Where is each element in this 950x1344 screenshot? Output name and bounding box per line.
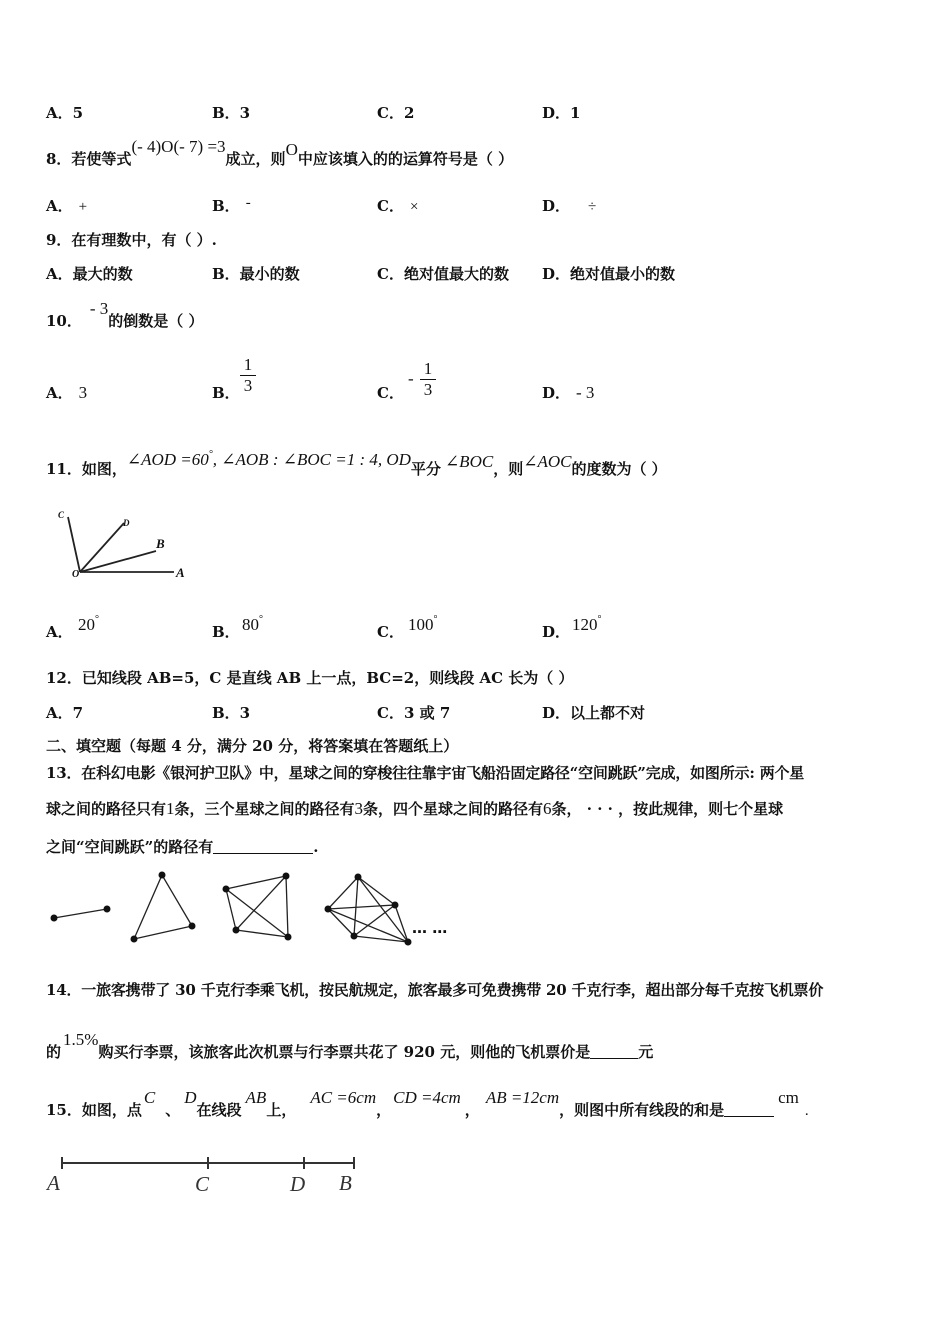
q10-option-a — [46, 384, 87, 402]
q15-unit: cm — [778, 1088, 799, 1107]
q11-bisect: 平分 — [410, 460, 441, 478]
q15-ac-length: AC =6cm — [310, 1088, 377, 1107]
q8-end: 中应该填入的的运算符号是（ ） — [297, 150, 514, 168]
q10-option-b-denominator: 3 — [240, 375, 256, 396]
q9-option-a: A．最大的数 — [46, 265, 133, 283]
q11-angle-figure — [50, 505, 200, 585]
q15-answer-blank[interactable] — [724, 1116, 774, 1117]
q15-segment-figure — [44, 1150, 374, 1200]
label-c: C — [58, 510, 65, 520]
q15-point-c: C — [143, 1088, 156, 1107]
label-o: O — [72, 569, 80, 580]
q8-option-c-label: C． — [377, 197, 404, 215]
q10-option-b-label: B． — [212, 384, 240, 402]
q13-number-6: 6 — [543, 799, 552, 818]
q10-stem — [46, 299, 204, 330]
q11-angle-aoc: ∠AOC — [523, 452, 572, 471]
q15-segment-ab: AB — [245, 1088, 267, 1107]
section-2-heading: 二、填空题（每题 4 分，满分 20 分，将答案填在答题纸上） — [46, 737, 459, 755]
q7-option-d: D．1 — [542, 104, 581, 122]
ray-od — [80, 523, 124, 572]
q13-line-3: 之间“空间跳跃”的路径有 . — [46, 838, 319, 856]
q11-number: 11．如图， — [46, 460, 127, 478]
q14-answer-blank[interactable] — [590, 1058, 638, 1059]
q11-option-d-value: 120° — [572, 614, 602, 634]
q8-option-b-label: B． — [212, 197, 240, 215]
label-b: B — [339, 1171, 352, 1195]
q8-option-c — [377, 197, 418, 216]
q13-ellipsis: … … — [412, 919, 448, 937]
label-d: D — [123, 518, 130, 528]
q8-option-d — [542, 197, 596, 216]
q8-option-a-value: + — [78, 199, 88, 215]
q14-line-2: 的1.5%购买行李票，该旅客此次机票与行李票共花了 920 元，则他的飞机票价是 元 — [46, 1030, 654, 1061]
q14-percentage: 1.5% — [63, 1030, 99, 1049]
q10-option-c-denominator: 3 — [420, 379, 436, 400]
label-a: A — [176, 565, 185, 580]
ray-ob — [80, 551, 156, 572]
q11-option-c-value: 100° — [408, 614, 438, 634]
q15-ab-length: AB =12cm — [485, 1088, 560, 1107]
q13-number-1: 1 — [166, 799, 175, 818]
q12-option-a: A．7 — [46, 704, 84, 722]
q10-option-c-sign: - — [408, 369, 414, 388]
q8-option-a-label: A． — [46, 197, 73, 215]
q9-option-d: D．绝对值最小的数 — [542, 265, 676, 283]
q13-number-3: 3 — [354, 799, 364, 818]
q10-option-b-numerator: 1 — [243, 355, 253, 374]
q11-option-d-label: D． — [542, 623, 571, 641]
q11-stem — [46, 449, 667, 478]
q15-cd-length: CD =4cm — [393, 1088, 461, 1107]
q15-stem: 15．如图，点C、D在线段AB上，AC =6cm，CD =4cm，AB =12cm，则图中所有线段的和是cm. — [46, 1088, 809, 1119]
q8-option-b-value: - — [245, 195, 251, 211]
q9-option-b: B．最小的数 — [212, 265, 300, 283]
q11-option-b-label: B． — [212, 623, 240, 641]
q8-option-d-value: ÷ — [588, 199, 597, 215]
q9-stem: 9．在有理数中，有（ ）. — [46, 231, 217, 249]
q10-option-a-label: A． — [46, 384, 73, 402]
q10-option-d-value: - 3 — [576, 383, 595, 402]
q8-mid: 成立，则 — [225, 150, 286, 168]
q8-option-d-label: D． — [542, 197, 571, 215]
q13-answer-blank[interactable] — [213, 853, 313, 854]
q11-condition-1: ∠AOD =60° — [126, 449, 213, 469]
q7-option-b: B．3 — [212, 104, 251, 122]
q7-option-c: C．2 — [377, 104, 415, 122]
label-b: B — [156, 536, 165, 551]
q9-option-c: C．绝对值最大的数 — [377, 265, 509, 283]
q10-option-c-numerator: 1 — [423, 359, 433, 378]
q12-option-b: B．3 — [212, 704, 251, 722]
q10-end: 的倒数是（ ） — [108, 312, 204, 330]
label-c: C — [195, 1172, 210, 1196]
q10-option-c-fraction — [420, 359, 436, 400]
q8-circle-symbol: O — [285, 140, 298, 159]
q13-line-1: 13．在科幻电影《银河护卫队》中，星球之间的穿梭往往靠宇宙飞船沿固定路径“空间跳跃”完成，如图所示: 两个星 — [46, 764, 805, 782]
q8-option-b — [212, 197, 251, 216]
q12-stem: 12．已知线段 AB=5，C 是直线 AB 上一点，BC=2，则线段 AC 长为（ ） — [46, 669, 574, 687]
ray-oc — [68, 517, 80, 572]
q7-option-a: A．5 — [46, 104, 84, 122]
q12-option-d: D．以上都不对 — [542, 704, 646, 722]
label-a: A — [47, 1171, 60, 1195]
label-d: D — [290, 1172, 306, 1196]
q8-option-c-value: × — [409, 199, 419, 215]
q10-option-d — [542, 384, 594, 402]
q10-number: 10． — [46, 312, 82, 330]
q10-option-b-fraction — [240, 355, 256, 396]
q10-option-a-value: 3 — [78, 383, 88, 402]
q11-then: ，则 — [493, 460, 524, 478]
q14-line-1: 14．一旅客携带了 30 千克行李乘飞机，按民航规定，旅客最多可免费携带 20 千克行李，超出部分每千克按飞机票价 — [46, 981, 824, 999]
q15-point-d: D — [184, 1088, 197, 1107]
q8-stem — [46, 137, 514, 168]
q8-equation: (- 4)O(- 7) =3 — [131, 137, 226, 156]
q11-option-b-value: 80° — [242, 614, 263, 634]
q11-option-a-label: A． — [46, 623, 73, 641]
q12-option-c: C．3 或 7 — [377, 704, 451, 722]
q11-condition-2: , ∠AOB : ∠BOC =1 : 4, OD — [212, 450, 411, 469]
q8-number: 8．若使等式 — [46, 150, 132, 168]
q10-option-d-label: D． — [542, 384, 571, 402]
q10-expression: - 3 — [89, 299, 109, 318]
q13-line-2: 球之间的路径只有1条，三个星球之间的路径有3条，四个星球之间的路径有6条， · · · ，按此规律，则七个星球 — [46, 799, 784, 818]
q11-option-c-label: C． — [377, 623, 404, 641]
q8-option-a — [46, 197, 87, 216]
q13-planet-paths-figure — [40, 862, 480, 952]
q11-angle-boc: ∠BOC — [444, 452, 494, 471]
q10-option-c-label: C． — [377, 384, 404, 402]
q11-option-a-value: 20° — [78, 614, 99, 634]
q11-end: 的度数为（ ） — [571, 460, 667, 478]
